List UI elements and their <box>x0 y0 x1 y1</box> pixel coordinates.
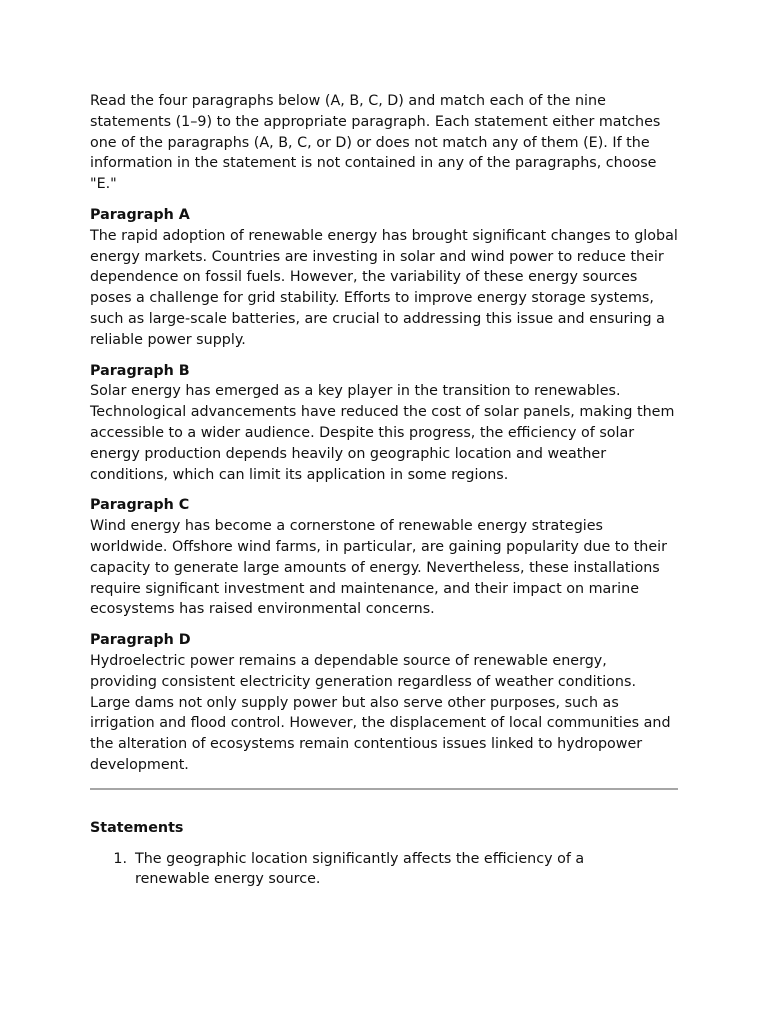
paragraph-heading: Paragraph D <box>90 632 191 649</box>
paragraph-body: Hydroelectric power remains a dependable source of renewable energy, providing consistent electricity generation regardless of weather conditions. Large dams not only supply power but also serve other purposes, such as irrigation and flood control. However, the displacement of local communities and the alteration of ecosystems remain contentious issues linked to hydropower development. <box>90 652 671 773</box>
paragraph-a <box>90 205 678 351</box>
paragraph-body: Wind energy has become a cornerstone of renewable energy strategies worldwide. Offshore wind farms, in particular, are gaining popularity due to their capacity to generate large amounts of energy. Nevertheless, these installations require significant investment and maintenance, and their impact on marine ecosystems has raised environmental concerns. <box>90 518 668 618</box>
statements-heading: Statements <box>90 819 184 836</box>
statement-item <box>90 849 678 891</box>
instructions-text: Read the four paragraphs below (A, B, C, D) and match each of the nine statements (1–9) to the appropriate paragraph. Each statement either matches one of the paragraphs (A, B, C, or D) or does not match any of them (E). If the information in the statement is not contained in any of the paragraphs, choose "E." <box>90 93 661 193</box>
paragraph-heading: Paragraph C <box>90 497 190 514</box>
paragraph-b <box>90 361 678 486</box>
paragraph-body: Solar energy has emerged as a key player in the transition to renewables. Technological advancements have reduced the cost of solar panels, making them accessible to a wider audience. Despite this progress, the efficiency of solar energy production depends heavily on geographic location and weather conditions, which can limit its application in some regions. <box>90 383 675 483</box>
paragraph-heading: Paragraph B <box>90 362 190 379</box>
statement-text: The geographic location significantly affects the efficiency of a renewable energy source. <box>135 850 585 888</box>
paragraph-c <box>90 495 678 620</box>
paragraph-d <box>90 630 678 776</box>
paragraph-heading: Paragraph A <box>90 206 190 223</box>
document-page <box>90 91 678 890</box>
statement-number: 1. <box>113 850 127 867</box>
statements-list <box>90 849 678 891</box>
section-divider <box>90 788 678 790</box>
paragraph-body: The rapid adoption of renewable energy has brought significant changes to global energy markets. Countries are investing in solar and wind power to reduce their dependence on fossil fuels. However, the variability of these energy sources poses a challenge for grid stability. Efforts to improve energy storage systems, such as large-scale batteries, are crucial to addressing this issue and ensuring a reliable power supply. <box>90 227 678 348</box>
